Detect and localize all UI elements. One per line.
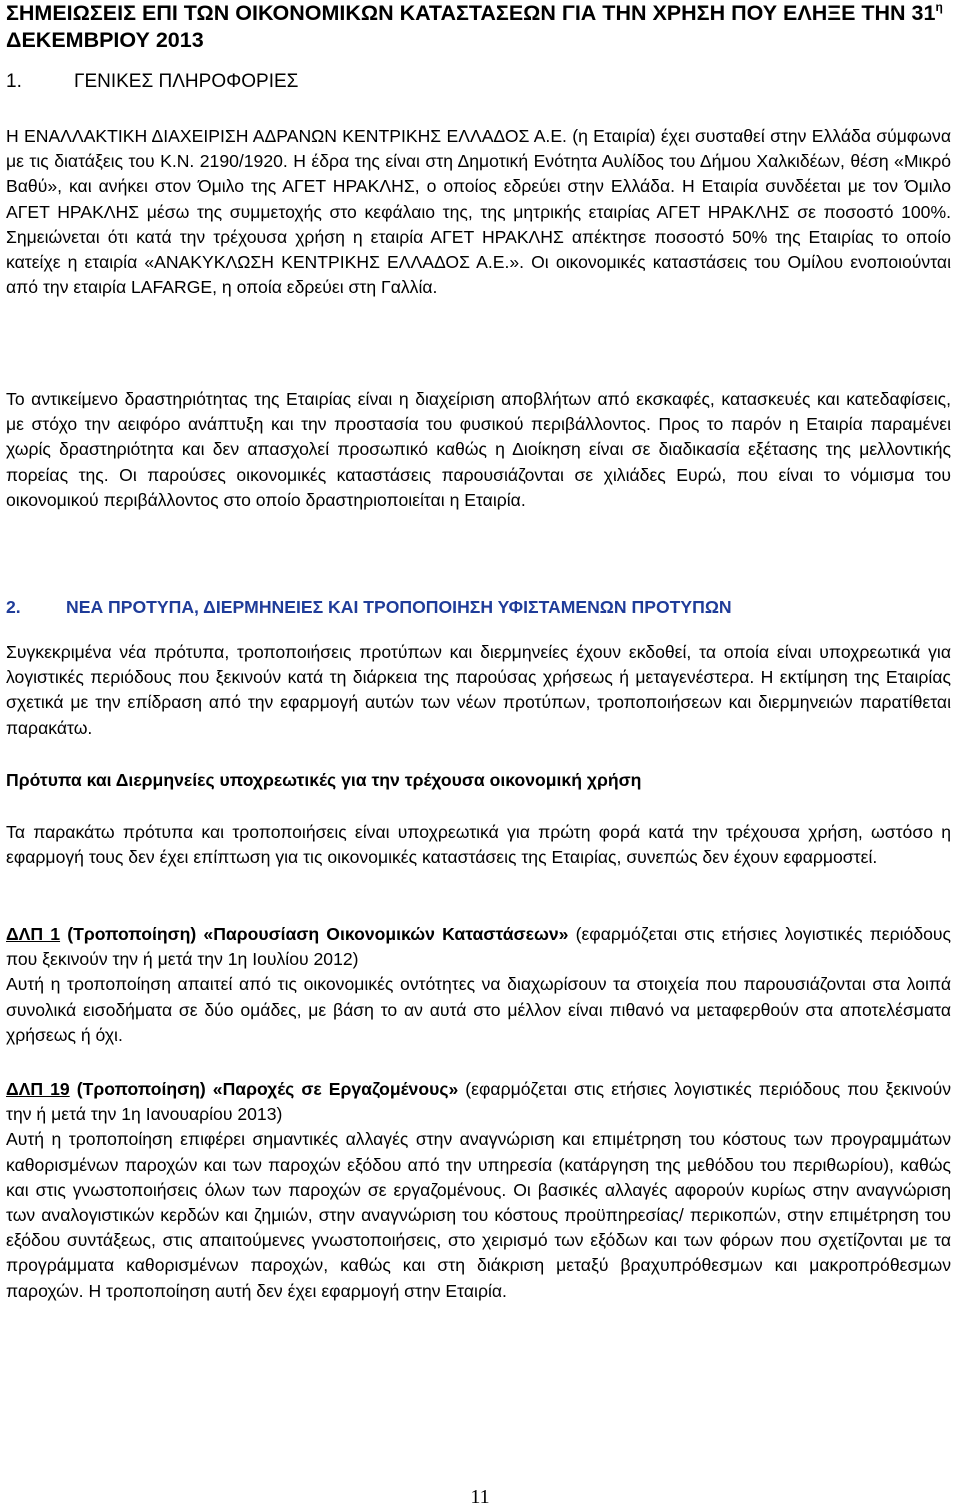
ias19-period: (εφαρμόζεται στις ετήσιες λογιστικές περιόδους που ξεκινούν την ή μετά την 1η Ιανουαρίου 2013): [6, 1079, 951, 1125]
ias1-text: Αυτή η τροποποίηση απαιτεί από τις οικονομικές οντότητες να διαχωρίσουν τα στοιχεία που παρουσιάζονται στα λοιπά συνολικά εισοδήματα σε δύο ομάδες, με βάση το αν αυτά στο μέλλον είναι πιθανό να μεταφερθούν στα αποτελέσματα χρήσεως ή όχι.: [6, 974, 951, 1045]
mandatory-standards-subheading: Πρότυπα και Διερμηνείες υποχρεωτικές για την τρέχουσα οικονομική χρήση: [6, 770, 642, 790]
new-standards-paragraph: Συγκεκριμένα νέα πρότυπα, τροποποιήσεις προτύπων και διερμηνείες έχουν εκδοθεί, τα οποία είναι υποχρεωτικά για λογιστικές περιόδους που ξεκινούν κατά τη διάρκεια της παρούσας χρήσεως ή μεταγενέστερα. Η εκτίμηση της Εταιρίας σχετικά με την επίδραση από την εφαρμογή αυτών των νέων προτύπων, τροποποιήσεων και διερμηνειών παρατίθεται παρακάτω.: [6, 642, 951, 738]
section-2-heading: [6, 595, 951, 619]
mandatory-standards-paragraph: Τα παρακάτω πρότυπα και τροποποιήσεις είναι υποχρεωτικά για πρώτη φορά κατά την τρέχουσα χρήση, ωστόσο η εφαρμογή τους δεν έχει επίπτωση για τις οικονομικές καταστάσεις της Εταιρίας, συνεπώς δεν έχουν εφαρμοστεί.: [6, 822, 951, 868]
ias19-title: (Τροποποίηση) «Παροχές σε Εργαζομένους»: [69, 1079, 459, 1099]
activity-paragraph: Το αντικείμενο δραστηριότητας της Εταιρίας είναι η διαχείριση αποβλήτων από εκσκαφές, κατασκευές και κατεδαφίσεις, με στόχο την αειφόρο ανάπτυξη και την προστασία του φυσικού περιβάλλοντος. Προς το παρόν η Εταιρία παραμένει χωρίς δραστηριότητα και δεν απασχολεί προσωπικό καθώς η Διοίκηση είναι σε διαδικασία εξέτασης της μελλοντικής πορείας της. Οι παρούσες οικονομικές καταστάσεις παρουσιάζονται σε χιλιάδες Ευρώ, που είναι το νόμισμα του οικονομικού περιβάλλοντος στο οποίο δραστηριοποιείται η Εταιρία.: [6, 389, 951, 510]
ias19-paragraph: [6, 1077, 951, 1304]
ias1-period: (εφαρμόζεται στις ετήσιες λογιστικές περιόδους που ξεκινούν την ή μετά την 1η Ιουλίου 2012): [6, 924, 952, 970]
ias1-title: (Τροποποίηση) «Παρουσίαση Οικονομικών Καταστάσεων»: [60, 924, 569, 944]
ias1-code: ΔΛΠ 1: [6, 924, 61, 944]
document-title: [6, 0, 951, 54]
general-info-paragraph: Η ΕΝΑΛΛΑΚΤΙΚΗ ΔΙΑΧΕΙΡΙΣΗ ΑΔΡΑΝΩΝ ΚΕΝΤΡΙΚΗΣ ΕΛΛΑΔΟΣ Α.Ε. (η Εταιρία) έχει συσταθεί στην Ελλάδα σύμφωνα με τις διατάξεις του Κ.Ν. 2190/1920. Η έδρα της είναι στη Δημοτική Ενότητα Αυλίδος του Δήμου Χαλκιδέων, θέση «Μικρό Βαθύ», και ανήκει στον Όμιλο της ΑΓΕΤ ΗΡΑΚΛΗΣ, ο οποίος εδρεύει στην Ελλάδα. Η Εταιρία συνδέεται με τον Όμιλο ΑΓΕΤ ΗΡΑΚΛΗΣ μέσω της συμμετοχής στο κεφάλαιο της, της μητρικής εταιρίας ΑΓΕΤ ΗΡΑΚΛΗΣ σε ποσοστό 100%. Σημειώνεται ότι κατά την τρέχουσα χρήση η εταιρία ΑΓΕΤ ΗΡΑΚΛΗΣ απέκτησε ποσοστό 50% της Εταιρίας το οποίο κατείχε η εταιρία «ΑΝΑΚΥΚΛΩΣΗ ΚΕΝΤΡΙΚΗΣ ΕΛΛΑΔΟΣ Α.Ε.». Οι οικονομικές καταστάσεις του Ομίλου ενοποιούνται από την εταιρία LAFARGE, η οποία εδρεύει στη Γαλλία.: [6, 126, 951, 298]
ias1-paragraph: [6, 922, 951, 1048]
section-1-heading: [6, 70, 298, 94]
title-text-end: ΔΕΚΕΜΒΡΙΟΥ 2013: [6, 28, 204, 52]
title-text: ΣΗΜΕΙΩΣΕΙΣ ΕΠΙ ΤΩΝ ΟΙΚΟΝΟΜΙΚΩΝ ΚΑΤΑΣΤΑΣΕΩΝ ΓΙΑ ΤΗΝ ΧΡΗΣΗ ΠΟΥ ΕΛΗΞΕ ΤΗΝ 31: [6, 1, 936, 25]
section-number: 1.: [6, 71, 22, 92]
section-number: 2.: [6, 597, 21, 617]
ias19-code: ΔΛΠ 19: [6, 1079, 70, 1099]
section-title: ΝΕΑ ΠΡΟΤΥΠΑ, ΔΙΕΡΜΗΝΕΙΕΣ ΚΑΙ ΤΡΟΠΟΠΟΙΗΣΗ ΥΦΙΣΤΑΜΕΝΩΝ ΠΡΟΤΥΠΩΝ: [66, 597, 732, 617]
ias19-text: Αυτή η τροποποίηση επιφέρει σημαντικές αλλαγές στην αναγνώριση και επιμέτρηση του κόστους των προγραμμάτων καθορισμένων παροχών και των παροχών εξόδου από την υπηρεσία (κατάργηση της μεθόδου του περιθωρίου), καθώς και στις γνωστοποιήσεις όλων των παροχών σε εργαζομένους. Οι βασικές αλλαγές αφορούν κυρίως στην αναγνώριση των αναλογιστικών κερδών και ζημιών, στην αναγνώριση του κόστους προϋπηρεσίας/ περικοπών, στην επιμέτρηση του εξόδου συντάξεως, στις απαιτούμενες γνωστοποιήσεις, στο χειρισμό των εξόδων και των φόρων που σχετίζονται με τα προγράμματα καθορισμένων παροχών, καθώς και στη διάκριση μεταξύ βραχυπρόθεσμων και μακροπρόθεσμων παροχών. Η τροποποίηση αυτή δεν έχει εφαρμογή στην Εταιρία.: [6, 1129, 951, 1301]
title-superscript: η: [935, 0, 943, 14]
section-title: ΓΕΝΙΚΕΣ ΠΛΗΡΟΦΟΡΙΕΣ: [74, 71, 299, 92]
page-number: 11: [470, 1486, 490, 1508]
